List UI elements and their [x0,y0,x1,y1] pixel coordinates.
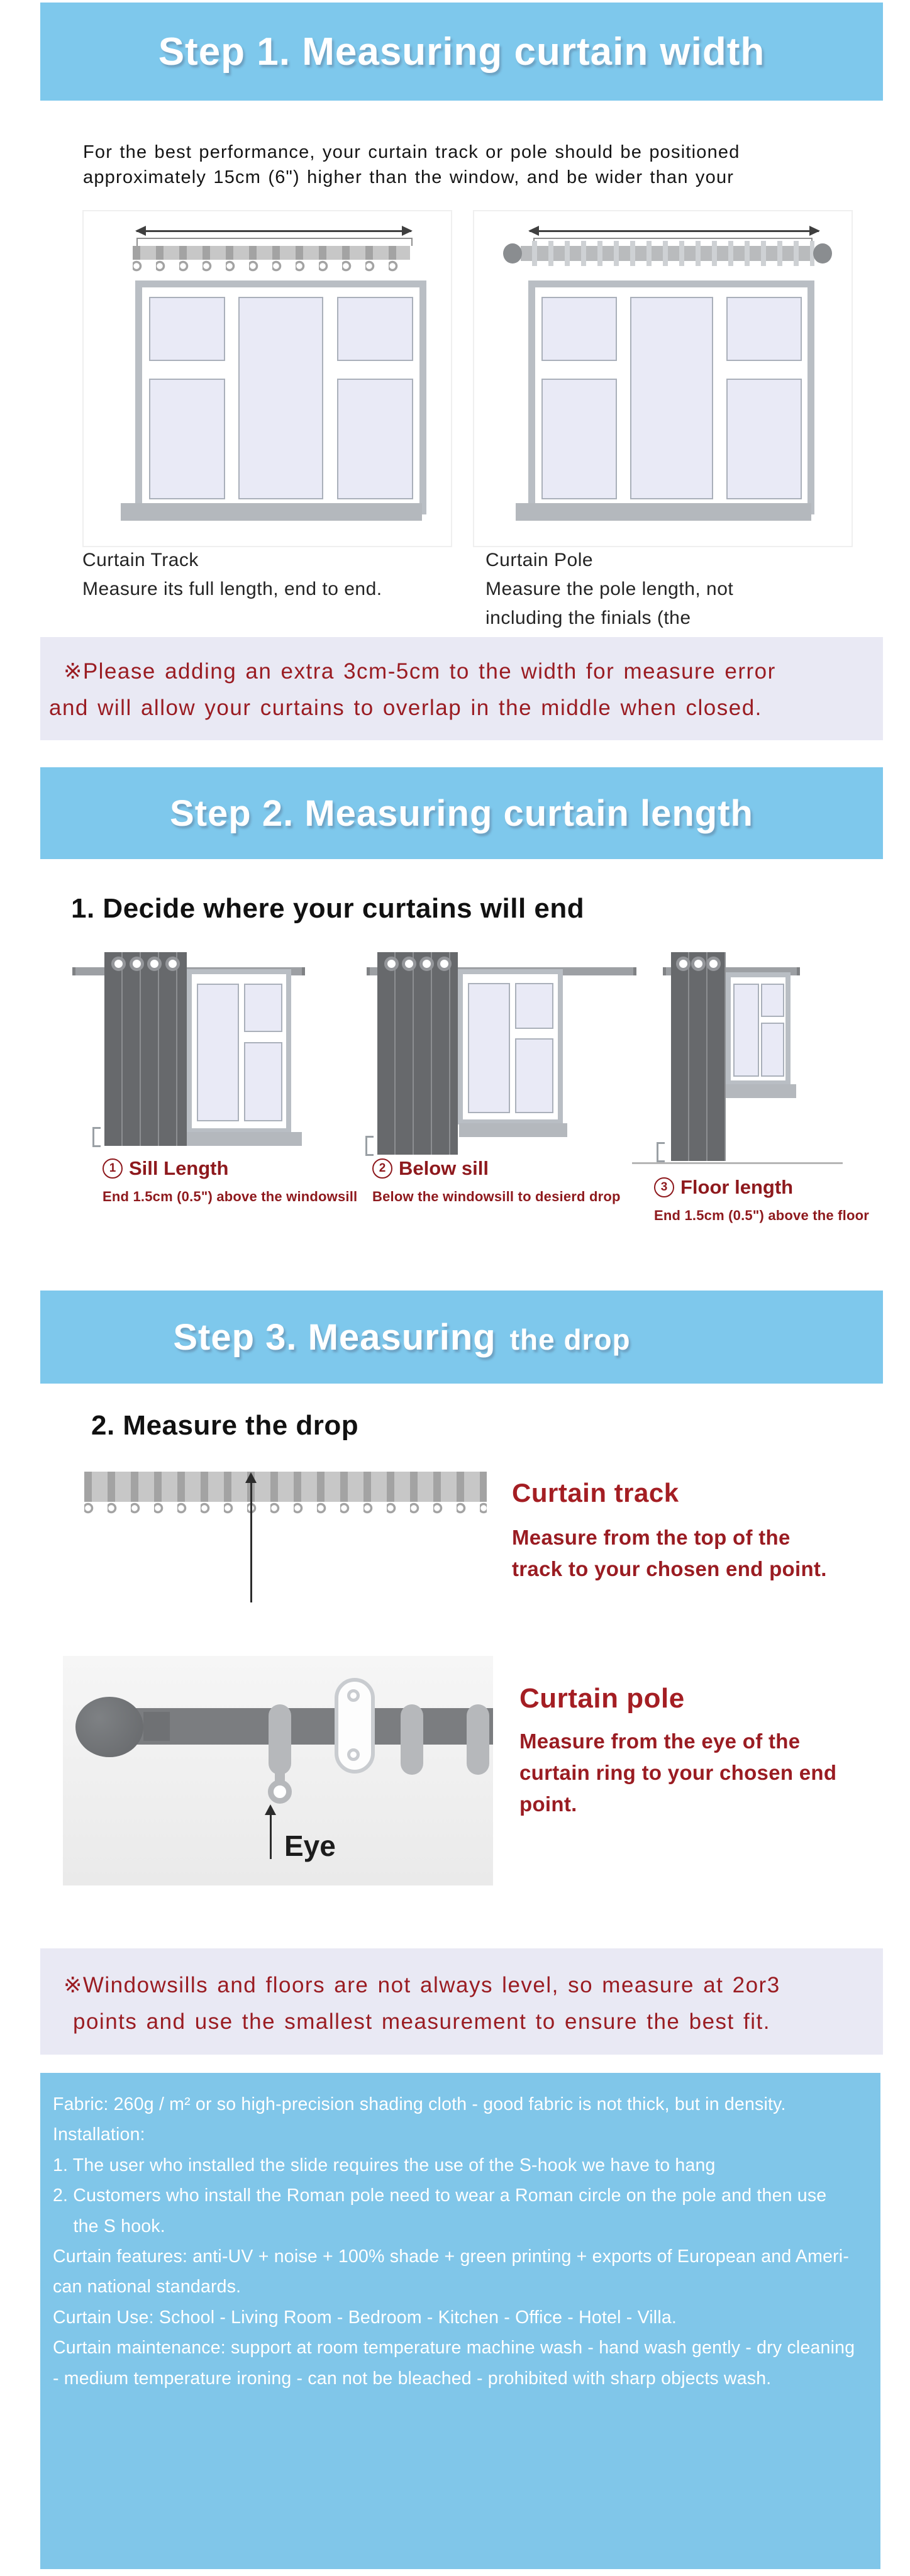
grommet-icon [130,957,144,971]
grommet-icon [676,957,691,971]
curtain-track-diagram [82,210,452,547]
step3-heading: 2. Measure the drop [91,1410,359,1441]
level-note-line1: ※Windowsills and floors are not always level, so measure at 2or3 [64,1973,780,1997]
floor-line [632,1162,843,1164]
window-sill [459,1123,567,1137]
window-pane [733,984,759,1077]
step2-banner [40,767,883,859]
window-pane [761,984,784,1017]
bracket-screw-icon [347,1748,360,1761]
pole-caption [486,546,733,633]
pole-drop-line1: Measure from the eye of the [519,1729,801,1753]
window-pane [238,297,323,499]
circled-number-icon: 3 [654,1177,674,1197]
option2-desc: Below the windowsill to desierd drop [372,1189,621,1204]
track-drop-body [512,1522,827,1585]
grommet-icon [384,957,399,971]
width-arrow-icon [530,230,819,232]
window-illustration [135,280,426,514]
grommet-icon [691,957,706,971]
window-pane [515,1038,553,1114]
measure-bracket-icon [136,238,413,246]
info-line: Fabric: 260g / m² or so high-precision shading cloth - good fabric is not thick, but in density. [53,2094,786,2114]
window-sill [516,503,811,521]
circled-number-icon: 1 [103,1158,123,1179]
window-pane [726,379,802,499]
step3-banner [40,1291,883,1384]
info-line: Curtain Use: School - Living Room - Bedroom - Kitchen - Office - Hotel - Villa. [53,2307,677,2328]
measure-bracket-icon [365,1136,374,1156]
grommet-icon [419,957,434,971]
bracket-screw-icon [347,1689,360,1702]
option2-title [372,1157,489,1180]
step2-banner-title: Step 2. Measuring curtain length [170,792,753,834]
option2-title-text: Below sill [399,1157,489,1179]
grommet-icon [706,957,721,971]
grommet-icon [147,957,162,971]
curtain-track-bar [84,1472,487,1502]
pole-finial-left-icon [503,243,522,264]
measure-bracket-icon [92,1127,101,1147]
window-illustration [187,969,291,1133]
window-pane [244,1042,282,1122]
option3-desc: End 1.5cm (0.5") above the floor [654,1208,870,1223]
window-pane [149,297,226,361]
ring-eye-icon [268,1780,292,1804]
width-note [40,637,883,740]
measure-bracket-icon [657,1142,665,1162]
step1-intro-line1: For the best performance, your curtain track or pole should be positioned [83,142,740,162]
level-note-line2: points and use the smallest measurement to ensure the best fit. [73,2009,770,2034]
step1-banner [40,3,883,101]
step1-banner-title: Step 1. Measuring curtain width [158,30,765,74]
window-illustration [458,969,563,1124]
window-pane [244,984,282,1033]
pole-drop-line3: point. [519,1792,577,1816]
track-caption-line1: Measure its full length, end to end. [82,579,382,599]
curtain-pole-diagram [473,210,853,547]
window-pane [337,297,414,361]
track-drop-line1: Measure from the top of the [512,1526,791,1549]
curtain-track-bar [133,246,410,260]
window-pane [149,379,226,499]
drop-arrow-icon [250,1482,252,1602]
window-pane [726,297,802,361]
window-sill [121,503,422,521]
curtain-track-hooks [84,1502,487,1516]
pole-caption-title: Curtain Pole [486,550,594,570]
window-pane [761,1023,784,1077]
info-line: 1. The user who installed the slide requires the use of the S-hook we have to hang [53,2155,716,2175]
curtain-panel [377,952,458,1155]
curtain-ring-icon [401,1704,423,1775]
pole-finial-neck [143,1712,170,1741]
pole-drop-title: Curtain pole [519,1683,685,1714]
window-pane [468,983,510,1113]
info-line: Curtain maintenance: support at room temperature machine wash - hand wash gently - dry cleaning [53,2338,855,2358]
window-illustration [528,280,814,514]
curtain-panel [104,952,187,1146]
window-illustration [726,972,791,1085]
window-pane [337,379,414,499]
info-line: 2. Customers who install the Roman pole need to wear a Roman circle on the pole and then use [53,2185,827,2206]
info-line: Installation: [53,2124,145,2145]
curtain-ring-icon [269,1704,291,1775]
info-line: can national standards. [53,2277,241,2297]
info-line: Curtain features: anti-UV + noise + 100% shade + green printing + exports of European and Ameri- [53,2246,850,2267]
step1-intro-line2: approximately 15cm (6") higher than the window, and be wider than your [83,167,735,187]
pole-finial-right-icon [813,243,832,264]
eye-arrow-icon [270,1814,272,1859]
step2-heading: 1. Decide where your curtains will end [71,893,585,924]
window-pane [630,297,713,499]
track-caption-title: Curtain Track [82,550,199,570]
option3-title [654,1176,793,1199]
step1-intro [83,140,740,190]
option1-title-text: Sill Length [129,1157,229,1179]
eye-label: Eye [284,1829,336,1862]
track-drop-title: Curtain track [512,1478,679,1507]
step3-banner-subtitle: the drop [509,1323,631,1356]
track-drop-line2: track to your chosen end point. [512,1557,827,1580]
option3-title-text: Floor length [680,1176,794,1198]
grommet-icon [402,957,416,971]
grommet-icon [165,957,180,971]
curtain-track-hooks [133,260,410,272]
track-caption [82,546,382,604]
grommet-icon [437,957,452,971]
window-pane [541,379,617,499]
window-sill [721,1084,796,1098]
curtain-panel [671,952,726,1161]
pole-finial-icon [75,1697,143,1757]
window-pane [541,297,617,361]
grommet-row [377,957,458,971]
info-line: the S hook. [53,2216,165,2236]
window-pane [515,983,553,1029]
pole-drop-line2: curtain ring to your chosen end [519,1761,837,1784]
width-note-line2: and will allow your curtains to overlap in the middle when closed. [49,696,762,720]
product-info-box [40,2073,880,2569]
curtain-pole-bar [119,1708,493,1745]
curtain-pole-rings [521,241,814,266]
option1-desc: End 1.5cm (0.5") above the windowsill [103,1189,358,1204]
pole-caption-line1: Measure the pole length, not [486,579,734,599]
circled-number-icon: 2 [372,1158,392,1179]
window-pane [197,984,239,1122]
grommet-row [104,957,187,971]
option1-title [103,1157,228,1180]
step3-banner-title: Step 3. Measuring [173,1316,496,1358]
level-note [40,1948,883,2055]
pole-caption-line2: including the finials (the [486,608,691,628]
grommet-icon [111,957,126,971]
width-arrow-icon [136,230,411,232]
step3-banner-text-group [173,1316,630,1358]
curtain-ring-icon [467,1704,489,1775]
info-line: - medium temperature ironing - can not be bleached - prohibited with sharp objects wash. [53,2368,772,2389]
pole-drop-body [519,1726,836,1820]
grommet-row [671,957,726,971]
width-note-line1: ※Please adding an extra 3cm-5cm to the width for measure error [64,659,776,684]
